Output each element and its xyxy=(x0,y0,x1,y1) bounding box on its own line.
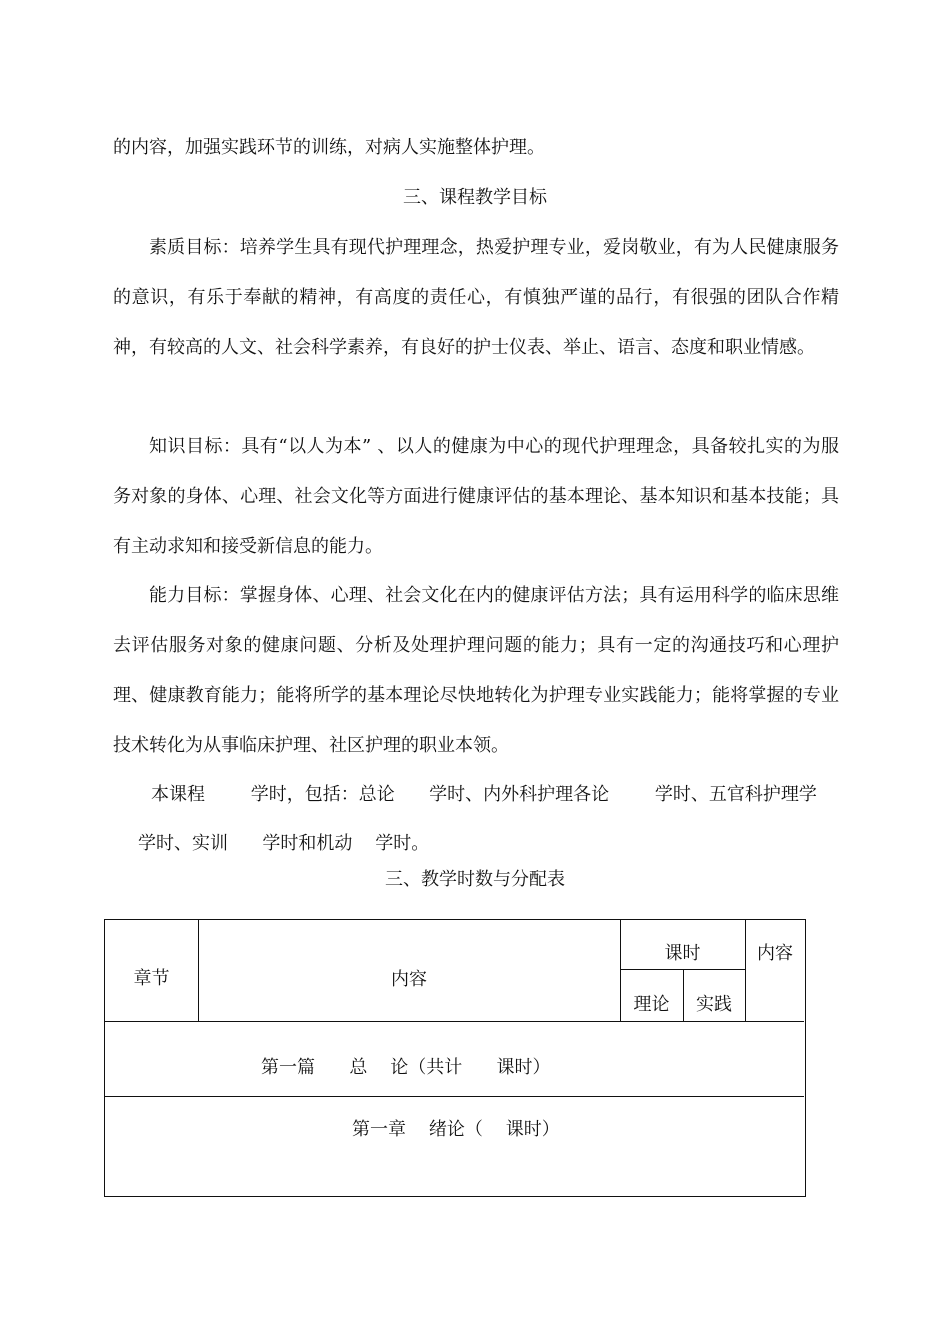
hours-line-1: 本课程 学时，包括：总论 学时、内外科护理各论 学时、五官科护理学 xyxy=(151,784,817,805)
paragraph-ability-goals: 能力目标：掌握身体、心理、社会文化在内的健康评估方法；具有运用科学的临床思维去评估服务对象的健康问题、分析及处理护理问题的能力；具有一定的沟通技巧和心理护理、健康教育能力；能将所学的基本理论尽快地转化为护理专业实践能力；能将掌握的专业技术转化为从事临床护理、社区护理的职业本领。 xyxy=(113,585,839,756)
header-theory: 理论 xyxy=(633,994,670,1015)
hours-line-2: 学时、实训 学时和机动 学时。 xyxy=(138,833,430,854)
table-divider xyxy=(620,969,745,970)
row-part-one: 第一篇 总 论（共计 课时） xyxy=(261,1057,551,1078)
section-heading-objectives: 三、课程教学目标 xyxy=(403,187,547,208)
header-hours: 课时 xyxy=(664,943,701,964)
row-chapter-one: 第一章 绪论（ 课时） xyxy=(352,1119,560,1140)
paragraph-quality-goals: 素质目标：培养学生具有现代护理理念，热爱护理专业，爱岗敬业，有为人民健康服务的意识，有乐于奉献的精神，有高度的责任心，有慎独严谨的品行，有很强的团队合作精神，有较高的人文、社会科学素养，有良好的护士仪表、举止、语言、态度和职业情感。 xyxy=(113,237,839,358)
header-content-2: 内容 xyxy=(757,943,793,964)
table-divider xyxy=(105,1096,804,1097)
hours-allocation-table xyxy=(104,919,806,1197)
header-chapter: 章节 xyxy=(133,968,170,989)
section-heading-hours-table: 三、教学时数与分配表 xyxy=(385,869,565,890)
paragraph-knowledge-goals: 知识目标：具有“以人为本” 、以人的健康为中心的现代护理理念，具备较扎实的为服务对象的身体、心理、社会文化等方面进行健康评估的基本理论、基本知识和基本技能；具有主动求知和接受新信息的能力。 xyxy=(113,436,839,557)
table-divider xyxy=(745,920,746,1022)
table-divider xyxy=(105,1021,804,1022)
continuation-line: 的内容，加强实践环节的训练，对病人实施整体护理。 xyxy=(113,137,545,158)
header-content: 内容 xyxy=(391,969,427,990)
header-practice: 实践 xyxy=(696,994,732,1015)
